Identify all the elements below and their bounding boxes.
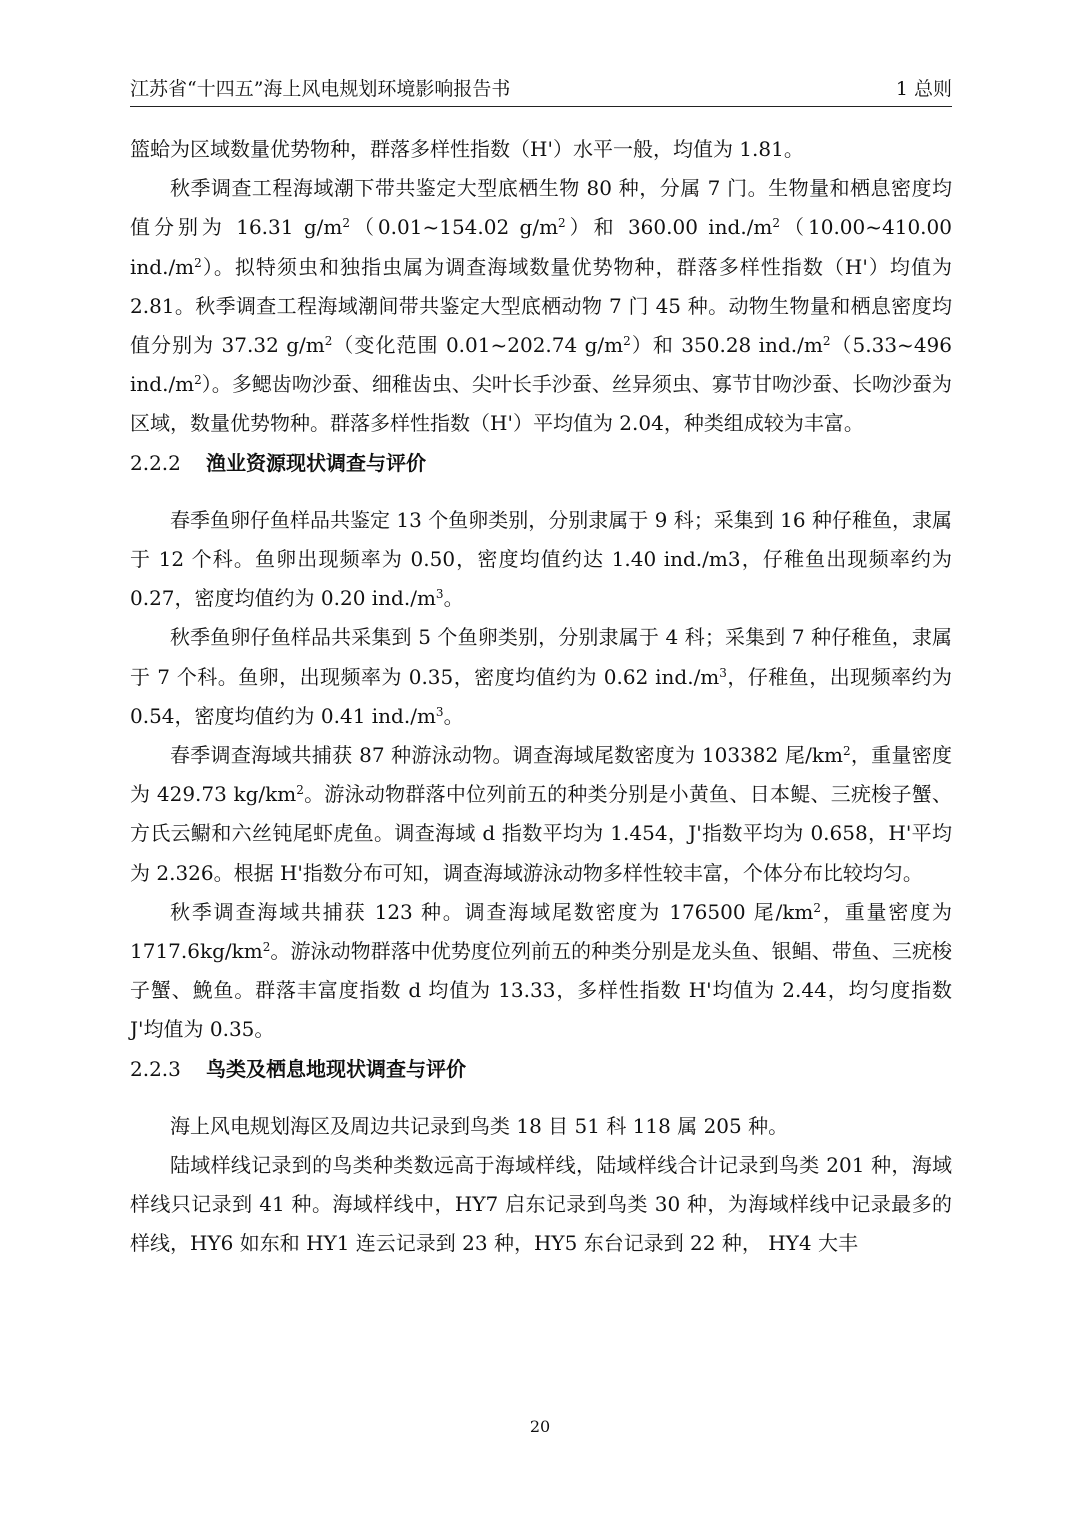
paragraph-3: 春季鱼卵仔鱼样品共鉴定 13 个鱼卵类别，分别隶属于 9 科；采集到 16 种仔稚鱼，隶属于 12 个科。鱼卵出现频率为 0.50，密度均值约达 1.40 ind./m3，仔稚鱼出现频率约为 0.27，密度均值约为 0.20 $ind./m^3$。: [130, 507, 952, 611]
page-body: [130, 130, 952, 1264]
document-title: 江苏省“十四五”海上风电规划环境影响报告书: [130, 78, 511, 100]
page-header: [130, 72, 952, 107]
page-number: 20: [529, 1417, 551, 1436]
paragraph-8: 陆域样线记录到的鸟类种类数远高于海域样线，陆域样线合计记录到鸟类 201 种，海域样线只记录到 41 种。海域样线中，HY7 启东记录到鸟类 30 种，为海域样线中记录最多的样线，HY6 如东和 HY1 连云记录到 23 种，HY5 东台记录到 22 种， HY4 大丰: [130, 1153, 952, 1256]
paragraph-5: 春季调查海域共捕获 87 种游泳动物。调查海域尾数密度为 103382 尾$/km^2$，重量密度为 429.73 $kg/km^2$。游泳动物群落中位列前五的种类分别是小黄鱼、日本鳀、三疣梭子蟹、方氏云鳚和六丝钝尾虾虎鱼。调查海域 d 指数平均为 1.454，J'指数平均为 0.658，H'平均为 2.326。根据 H'指数分布可知，调查海域游泳动物多样性较丰富，个体分布比较均匀。: [130, 743, 952, 885]
section-heading-2-2-3: 2.2.3 鸟类及栖息地现状调查与评价: [130, 1056, 466, 1081]
paragraph-6: 秋季调查海域共捕获 123 种。调查海域尾数密度为 176500 尾$/km^2$，重量密度为 $1717.6kg/km^2$。游泳动物群落中优势度位列前五的种类分别是龙头鱼、银鲳、带鱼、三疣梭子蟹、鮸鱼。群落丰富度指数 d 均值为 13.33，多样性指数 H'均值为 2.44，均匀度指数 J'均值为 0.35。: [130, 899, 952, 1042]
section-heading-2-2-2: 2.2.2 渔业资源现状调查与评价: [130, 450, 426, 475]
paragraph-2: 秋季调查工程海域潮下带共鉴定大型底栖生物 80 种，分属 7 门。生物量和栖息密度均值分别为 16.31 $g/m^2(0.01\sim 154.02$ $g/m^2$）和 360.00 $ind./m^2(10.00\sim 410.00$ $ind./m^2$）。拟特须虫和独指虫属为调查海域数量优势物种，群落多样性指数（H'）均值为 2.81。秋季调查工程海域潮间带共鉴定大型底栖动物 7 门 45 种。动物生物量和栖息密度均值分别为 37.32 $g/m^2$（变化范围 0.01~202.74 $g/m^2$）和 350.28 $ind./m^2(5.33\sim 496$ $ind./m^2$）。多鳃齿吻沙蚕、细稚齿虫、尖叶长手沙蚕、丝异须虫、寡节甘吻沙蚕、长吻沙蚕为区域，数量优势物种。群落多样性指数（H'）平均值为 2.04，种类组成较为丰富。: [130, 176, 952, 436]
chapter-label: 1 总则: [895, 78, 952, 100]
paragraph-7: 海上风电规划海区及周边共记录到鸟类 18 目 51 科 118 属 205 种。: [170, 1113, 789, 1138]
paragraph-4: 秋季鱼卵仔鱼样品共采集到 5 个鱼卵类别，分别隶属于 4 科；采集到 7 种仔稚鱼，隶属于 7 个科。鱼卵，出现频率为 0.35，密度均值约为 0.62 $ind./m^3$，仔稚鱼，出现频率约为 0.54，密度均值约为 0.41 $ind./m^3$。: [130, 625, 953, 728]
paragraph-1: 篮蛤为区域数量优势物种，群落多样性指数（H'）水平一般，均值为 1.81。: [130, 137, 804, 161]
